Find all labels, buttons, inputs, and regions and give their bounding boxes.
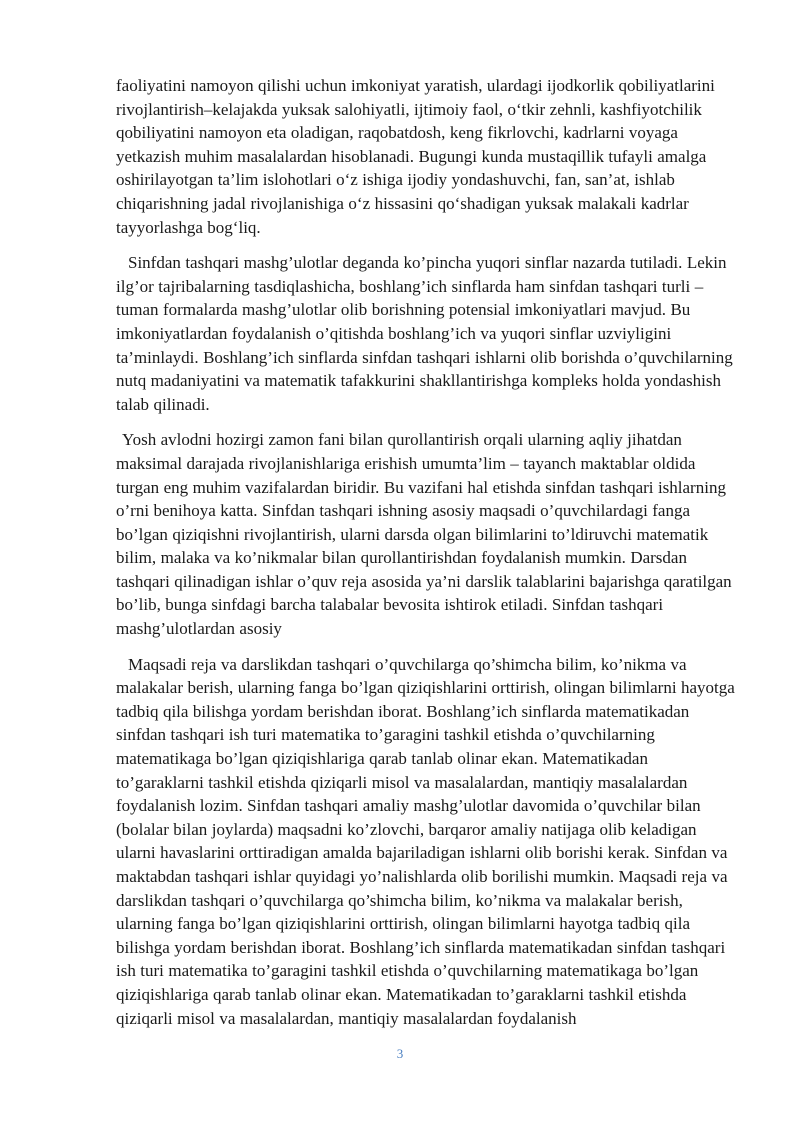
paragraph: Sinfdan tashqari mashg’ulotlar deganda ko’pincha yuqori sinflar nazarda tutiladi. Lekin ilg’or tajribalarning tasdiqlashicha, boshlang’ich sinflarda ham sinfdan tashqari turli – tuman formalarda mashg’ulotlar olib borishning potensial imkoniyatlari mavjud. Bu imkoniyatlardan foydalanish o’qitishda boshlang’ich va yuqori sinflar uzviyligini ta’minlaydi. Boshlang’ich sinflarda sinfdan tashqari ishlarni olib borishda o’quvchilarning nutq madaniyatini va matematik tafakkurini shakllantirishga kompleks holda yondashish talab qilinadi. xyxy=(116,253,733,414)
document-page xyxy=(116,74,740,1042)
paragraph: faoliyatini namoyon qilishi uchun imkoniyat yaratish, ulardagi ijodkorlik qobiliyatlarini rivojlantirish–kelajakda yuksak salohiyatli, ijtimoiy faol, o‘tkir zehnli, kashfiyotchilik qobiliyatini namoyon eta oladigan, raqobatdosh, keng fikrlovchi, kadrlarni voyaga yetkazish muhim masalalardan hisoblanadi. Bugungi kunda mustaqillik tufayli amalga oshirilayotgan ta’lim islohotlari o‘z ishiga ijodiy yondashuvchi, fan, san’at, ishlab chiqarishning jadal rivojlanishiga o‘z hissasini qo‘shadigan yuksak malakali kadrlar tayyorlashga bog‘liq. xyxy=(116,76,715,237)
page-number: 3 xyxy=(396,1046,404,1061)
paragraph: Maqsadi reja va darslikdan tashqari o’quvchilarga qo’shimcha bilim, ko’nikma va malakalar berish, ularning fanga bo’lgan qiziqishlarini orttirish, olingan bilimlarni hayotga tadbiq qila bilishga yordam berishdan iborat. Boshlang’ich sinflarda matematikadan sinfdan tashqari ish turi matematika to’garagini tashkil etishda o’quvchilarning matematikaga bo’lgan qiziqishlariga qarab tanlab olinar ekan. Matematikadan to’garaklarni tashkil etishda qiziqarli misol va masalalardan, mantiqiy masalalardan foydalanish lozim. Sinfdan tashqari amaliy mashg’ulotlar davomida o’quvchilar bilan (bolalar bilan joylarda) maqsadni ko’zlovchi, barqaror amaliy natijaga olib keladigan ularni havaslarini orttiradigan amalda bajariladigan ishlarni olib borishi kerak. Sinfdan va maktabdan tashqari ishlar quyidagi yo’nalishlarda olib borilishi mumkin. Maqsadi reja va darslikdan tashqari o’quvchilarga qo’shimcha bilim, ko’nikma va malakalar berish, ularning fanga bo’lgan qiziqishlarini orttirish, olingan bilimlarni hayotga tadbiq qila bilishga yordam berishdan iborat. Boshlang’ich sinflarda matematikadan sinfdan tashqari ish turi matematika to’garagini tashkil etishda o’quvchilarning matematikaga bo’lgan qiziqishlariga qarab tanlab olinar ekan. Matematikadan to’garaklarni tashkil etishda qiziqarli misol va masalalardan, mantiqiy masalalardan foydalanish xyxy=(116,654,735,1028)
paragraph: Yosh avlodni hozirgi zamon fani bilan qurollantirish orqali ularning aqliy jihatdan maksimal darajada rivojlanishlariga erishish umumta’lim – tayanch maktablar oldida turgan eng muhim vazifalardan biridir. Bu vazifani hal etishda sinfdan tashqari ishlarning o’rni benihoya katta. Sinfdan tashqari ishning asosiy maqsadi o’quvchilardagi fanga bo’lgan qiziqishni rivojlantirish, ularni darsda olgan bilimlarini to’ldiruvchi matematik bilim, malaka va ko’nikmalar bilan qurollantirishdan foydalanish mumkin. Darsdan tashqari qilinadigan ishlar o’quv reja asosida ya’ni darslik talablarini bajarishga qaratilgan bo’lib, bunga sinfdagi barcha talabalar bevosita ishtirok etiladi. Sinfdan tashqari mashg’ulotlardan asosiy xyxy=(116,430,732,639)
